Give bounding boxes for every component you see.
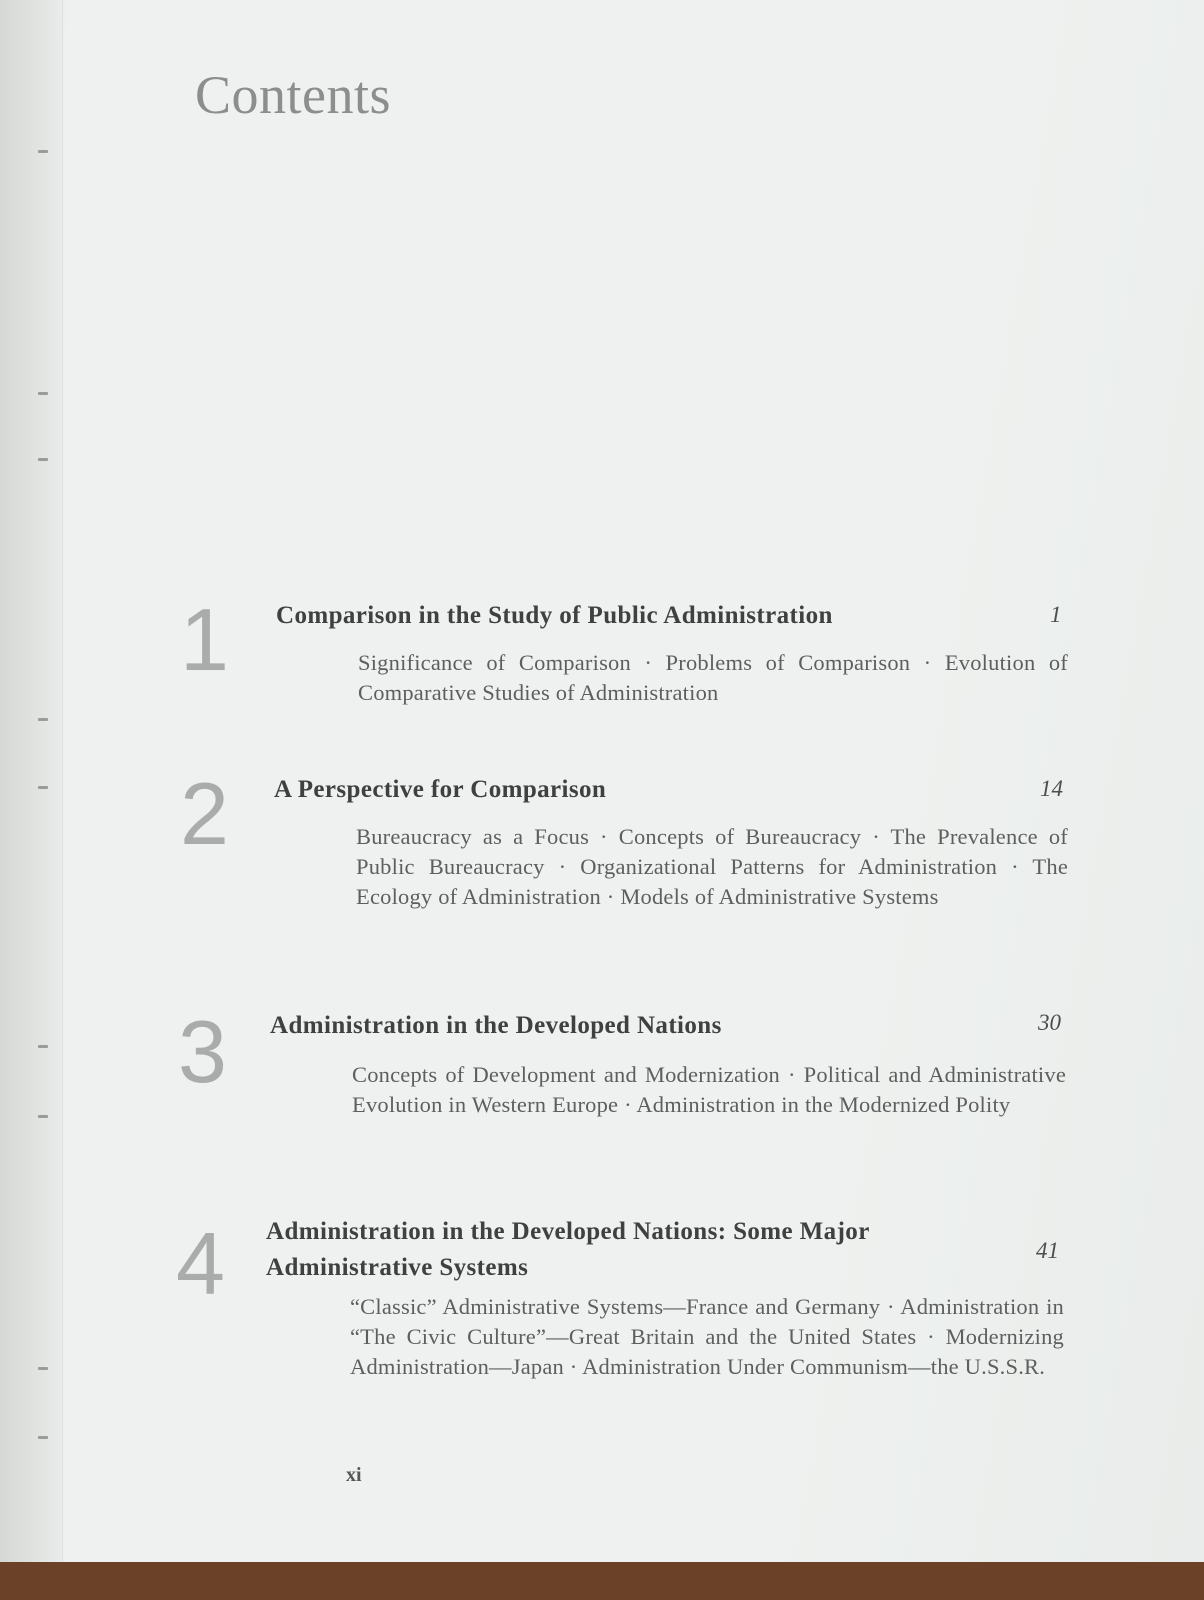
binding-stitch [38,1436,48,1439]
chapter-page-number: 14 [1040,776,1063,801]
page-binding [0,0,63,1562]
binding-stitch [38,150,48,153]
chapter-title: Comparison in the Study of Public Administration [276,602,833,629]
binding-stitch [38,1367,48,1370]
page-title: Contents [195,65,392,125]
chapter-topics: Concepts of Development and Modernization · Political and Administrative Evolution in Western Europe · Administration in the Modernized Polity [352,1062,1066,1117]
chapter-title: Administration in the Developed Nations [270,1012,722,1039]
chapter-page-number: 30 [1038,1010,1061,1035]
chapter-page-number: 41 [1036,1238,1059,1263]
binding-stitch [38,458,48,461]
chapter-title: Administration in the Developed Nations: Some Major Administrative Systems [266,1218,870,1281]
chapter-number: 2 [180,764,229,863]
binding-stitch [38,392,48,395]
binding-stitch [38,1045,48,1048]
binding-stitch [38,786,48,789]
chapter-number: 4 [176,1214,225,1313]
chapter-topics: “Classic” Administrative Systems—France and Germany · Administration in “The Civic Culture”—Great Britain and the United States · Modernizing Administration—Japan · Administration Under Communism—the U.S.S.R. [350,1294,1064,1379]
chapter-page-number: 1 [1050,602,1062,627]
binding-stitch [38,1115,48,1118]
chapter-topics: Bureaucracy as a Focus · Concepts of Bureaucracy · The Prevalence of Public Bureaucracy · Organizational Patterns for Administration · The Ecology of Administration · Models of Administrative Systems [356,824,1068,909]
chapter-title: A Perspective for Comparison [274,776,607,803]
chapter-topics: Significance of Comparison · Problems of Comparison · Evolution of Comparative Studies of Administration [358,650,1068,705]
chapter-number: 3 [178,1002,227,1101]
chapter-number: 1 [180,590,229,689]
page-folio: xi [346,1464,362,1486]
binding-stitch [38,718,48,721]
